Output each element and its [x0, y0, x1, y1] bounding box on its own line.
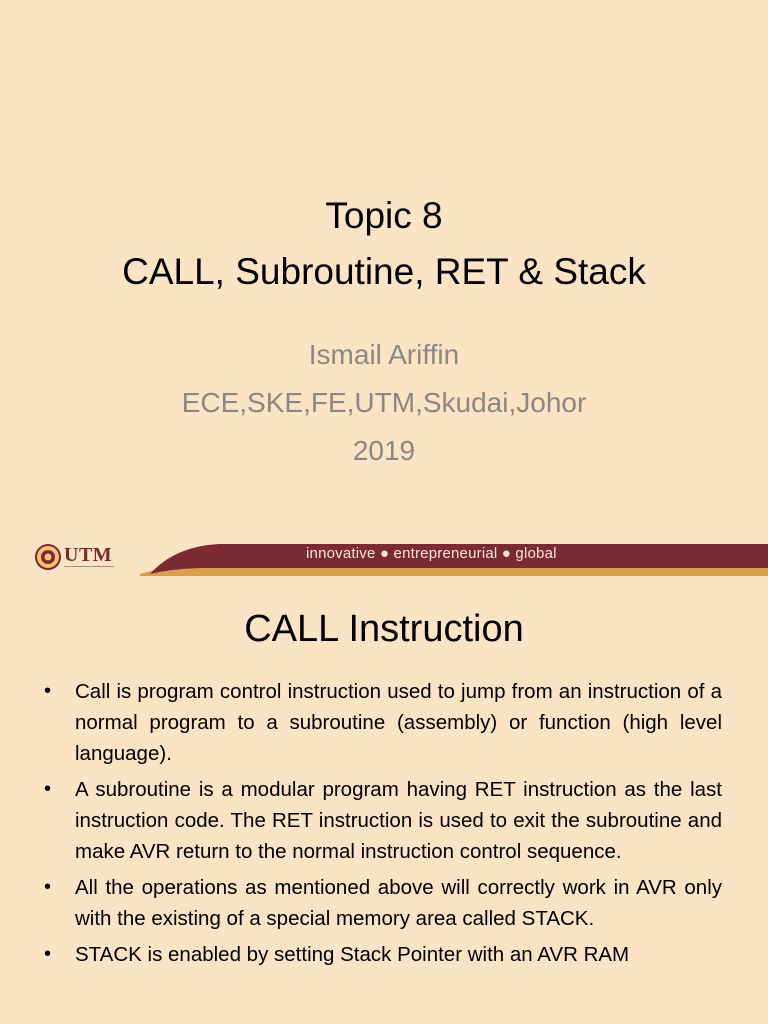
- bullet-list: [44, 676, 722, 975]
- content-slide: [0, 590, 768, 1024]
- slide-heading: CALL Instruction: [244, 608, 524, 650]
- bullet-icon: •: [44, 876, 52, 898]
- slide-subtitle: [0, 331, 768, 475]
- bullet-icon: •: [44, 778, 52, 800]
- tagline: innovative ● entrepreneurial ● global: [306, 545, 557, 562]
- utm-seal-icon: [35, 544, 61, 570]
- list-item: [44, 872, 722, 934]
- list-item: [44, 676, 722, 769]
- topic-number: Topic 8: [325, 195, 443, 236]
- utm-logo: [35, 543, 114, 571]
- bullet-icon: •: [44, 680, 52, 702]
- slide-title: [0, 188, 768, 300]
- year: 2019: [352, 435, 416, 466]
- affiliation: ECE,SKE,FE,UTM,Skudai,Johor: [181, 387, 587, 418]
- bullet-text: STACK is enabled by setting Stack Pointer with an AVR RAM: [75, 943, 630, 966]
- bullet-text: All the operations as mentioned above will correctly work in AVR only with the existing of a special memory area called STACK.: [75, 876, 722, 930]
- logo-wordmark: UTM: [64, 543, 113, 566]
- bullet-text: A subroutine is a modular program having RET instruction as the last instruction code. The RET instruction is used to exit the subroutine and make AVR return to the normal instruction control sequence.: [75, 778, 722, 863]
- bullet-text: Call is program control instruction used to jump from an instruction of a normal program to a subroutine (assembly) or function (high level language).: [75, 680, 722, 765]
- logo-subtext: [64, 566, 114, 570]
- author-name: Ismail Ariffin: [308, 339, 460, 370]
- topic-title: CALL, Subroutine, RET & Stack: [122, 251, 646, 292]
- bullet-icon: •: [44, 943, 52, 965]
- list-item: [44, 939, 722, 970]
- list-item: [44, 774, 722, 867]
